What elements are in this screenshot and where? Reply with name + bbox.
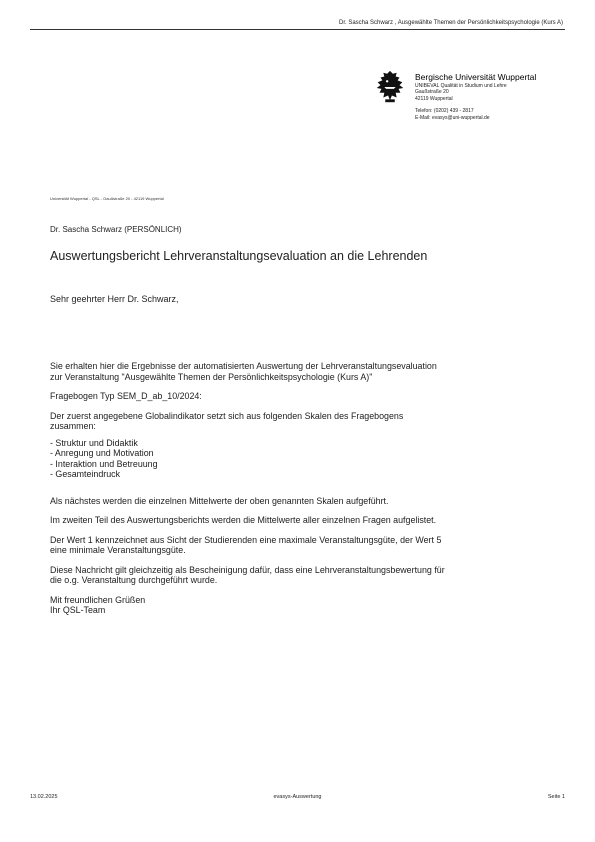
scale-item: - Gesamteindruck bbox=[50, 469, 121, 479]
sender-line: Universität Wuppertal - QSL - Gaußstraße 20 - 42119 Wuppertal bbox=[50, 196, 164, 201]
scale-item: - Interaktion und Betreuung bbox=[50, 458, 158, 469]
scale-explanation-line-2: eine minimale Veranstaltungsgüte. bbox=[50, 545, 186, 555]
letter-body bbox=[50, 361, 550, 616]
closing-line-2: Ihr QSL-Team bbox=[50, 605, 106, 615]
department: UNIBEVAL Qualität in Studium und Lehre bbox=[415, 83, 507, 89]
report-title: Auswertungsbericht Lehrveranstaltungsevaluation an die Lehrenden bbox=[50, 249, 428, 263]
footer-center: evasys-Auswertung bbox=[273, 794, 322, 800]
certificate-line-1: Diese Nachricht gilt gleichzeitig als Bescheinigung dafür, dass eine Lehrveranstaltungsbewertung für bbox=[50, 564, 445, 575]
city: 42119 Wuppertal bbox=[415, 95, 453, 102]
certificate-line-2: die o.g. Veranstaltung durchgeführt wurde. bbox=[50, 575, 218, 585]
phone: Telefon: (0202) 439 - 2817 bbox=[415, 108, 474, 115]
salutation: Sehr geehrter Herr Dr. Schwarz, bbox=[50, 294, 179, 304]
recipient: Dr. Sascha Schwarz (PERSÖNLICH) bbox=[50, 225, 182, 234]
university-logo-icon bbox=[371, 68, 409, 106]
next-section-text: Als nächstes werden die einzelnen Mittelwerte der oben genannten Skalen aufgeführt. bbox=[50, 495, 389, 506]
scale-item: - Anregung und Motivation bbox=[50, 448, 154, 458]
scale-explanation-line-1: Der Wert 1 kennzeichnet aus Sicht der Studierenden eine maximale Veranstaltungsgüte, der Wert 5 bbox=[50, 534, 442, 545]
university-address bbox=[415, 72, 536, 121]
running-header: Dr. Sascha Schwarz , Ausgewählte Themen der Persönlichkeitspsychologie (Kurs A) bbox=[339, 20, 563, 26]
global-indicator-line-1: Der zuerst angegebene Globalindikator setzt sich aus folgenden Skalen des Fragebogens bbox=[50, 410, 404, 421]
form-type: Fragebogen Typ SEM_D_ab_10/2024: bbox=[50, 391, 202, 401]
scale-item: - Struktur und Didaktik bbox=[50, 437, 138, 448]
street: Gaußstraße 20 bbox=[415, 89, 449, 96]
footer-page-number: Seite 1 bbox=[547, 794, 565, 800]
email: E-Mail: evasys@uni-wuppertal.de bbox=[415, 114, 490, 121]
footer-date: 13.02.2025 bbox=[30, 794, 58, 800]
second-part-text: Im zweiten Teil des Auswertungsberichts werden die Mittelwerte aller einzelnen Fragen aufgelistet. bbox=[50, 515, 437, 525]
university-name: Bergische Universität Wuppertal bbox=[415, 72, 537, 82]
header-divider bbox=[30, 29, 565, 30]
intro-line-2: zur Veranstaltung "Ausgewählte Themen der Persönlichkeitspsychologie (Kurs A)" bbox=[50, 371, 373, 382]
closing-line-1: Mit freundlichen Grüßen bbox=[50, 594, 146, 605]
intro-line-1: Sie erhalten hier die Ergebnisse der automatisierten Auswertung der Lehrveranstaltungsevaluation bbox=[50, 361, 437, 371]
global-indicator-line-2: zusammen: bbox=[50, 421, 96, 431]
